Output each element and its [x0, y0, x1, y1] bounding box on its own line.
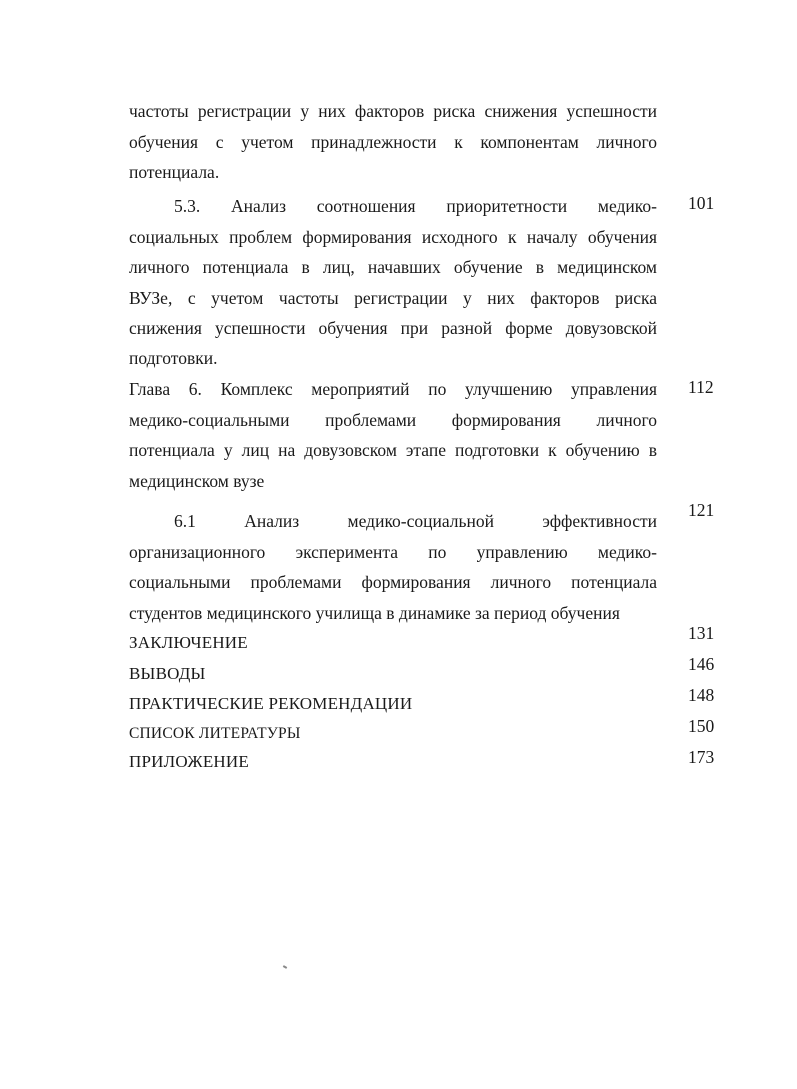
toc-text-line: Глава 6. Комплекс мероприятий по улучшению управления [129, 379, 657, 399]
toc-text-line: студентов медицинского училища в динамике за период обучения [129, 603, 620, 623]
toc-text-line: социальных проблем формирования исходного к началу обучения [129, 227, 657, 247]
toc-text-line: медико-социальными проблемами формирования личного [129, 410, 657, 430]
toc-page-number: 146 [688, 654, 715, 674]
toc-heading-label: СПИСОК ЛИТЕРАТУРЫ [129, 725, 301, 742]
toc-text-line: обучения с учетом принадлежности к компонентам личного [129, 132, 657, 152]
toc-page-number: 148 [688, 685, 715, 705]
toc-page-number: 131 [688, 623, 715, 643]
toc-text-line: социальными проблемами формирования личного потенциала [129, 572, 657, 592]
toc-heading-label: ЗАКЛЮЧЕНИЕ [129, 633, 248, 652]
toc-text-line: потенциала. [129, 162, 220, 182]
toc-text-line: организационного эксперимента по управлению медико- [129, 542, 657, 562]
toc-text-line: медицинском вузе [129, 471, 265, 491]
toc-text-line: личного потенциала в лиц, начавших обучение в медицинском [129, 257, 657, 277]
toc-page-number: 150 [688, 716, 715, 736]
toc-text-line: 5.3. Анализ соотношения приоритетности медико- [174, 196, 657, 216]
toc-heading-label: ВЫВОДЫ [129, 664, 206, 683]
toc-heading-label: ПРИЛОЖЕНИЕ [129, 752, 249, 771]
toc-page-number: 121 [688, 500, 715, 520]
toc-text-line: подготовки. [129, 348, 218, 368]
toc-text-line: потенциала у лиц на довузовском этапе подготовки к обучению в [129, 440, 657, 460]
toc-text-line: 6.1 Анализ медико-социальной эффективности [174, 511, 657, 531]
scan-speck [283, 965, 287, 969]
toc-page-number: 173 [688, 747, 715, 767]
toc-text-line: частоты регистрации у них факторов риска снижения успешности [129, 101, 657, 121]
toc-page-number: 101 [688, 193, 715, 213]
toc-heading-label: ПРАКТИЧЕСКИЕ РЕКОМЕНДАЦИИ [129, 694, 413, 713]
toc-text-line: ВУЗе, с учетом частоты регистрации у них факторов риска [129, 288, 657, 308]
toc-text-line: снижения успешности обучения при разной форме довузовской [129, 318, 657, 338]
toc-page-number: 112 [688, 377, 714, 397]
